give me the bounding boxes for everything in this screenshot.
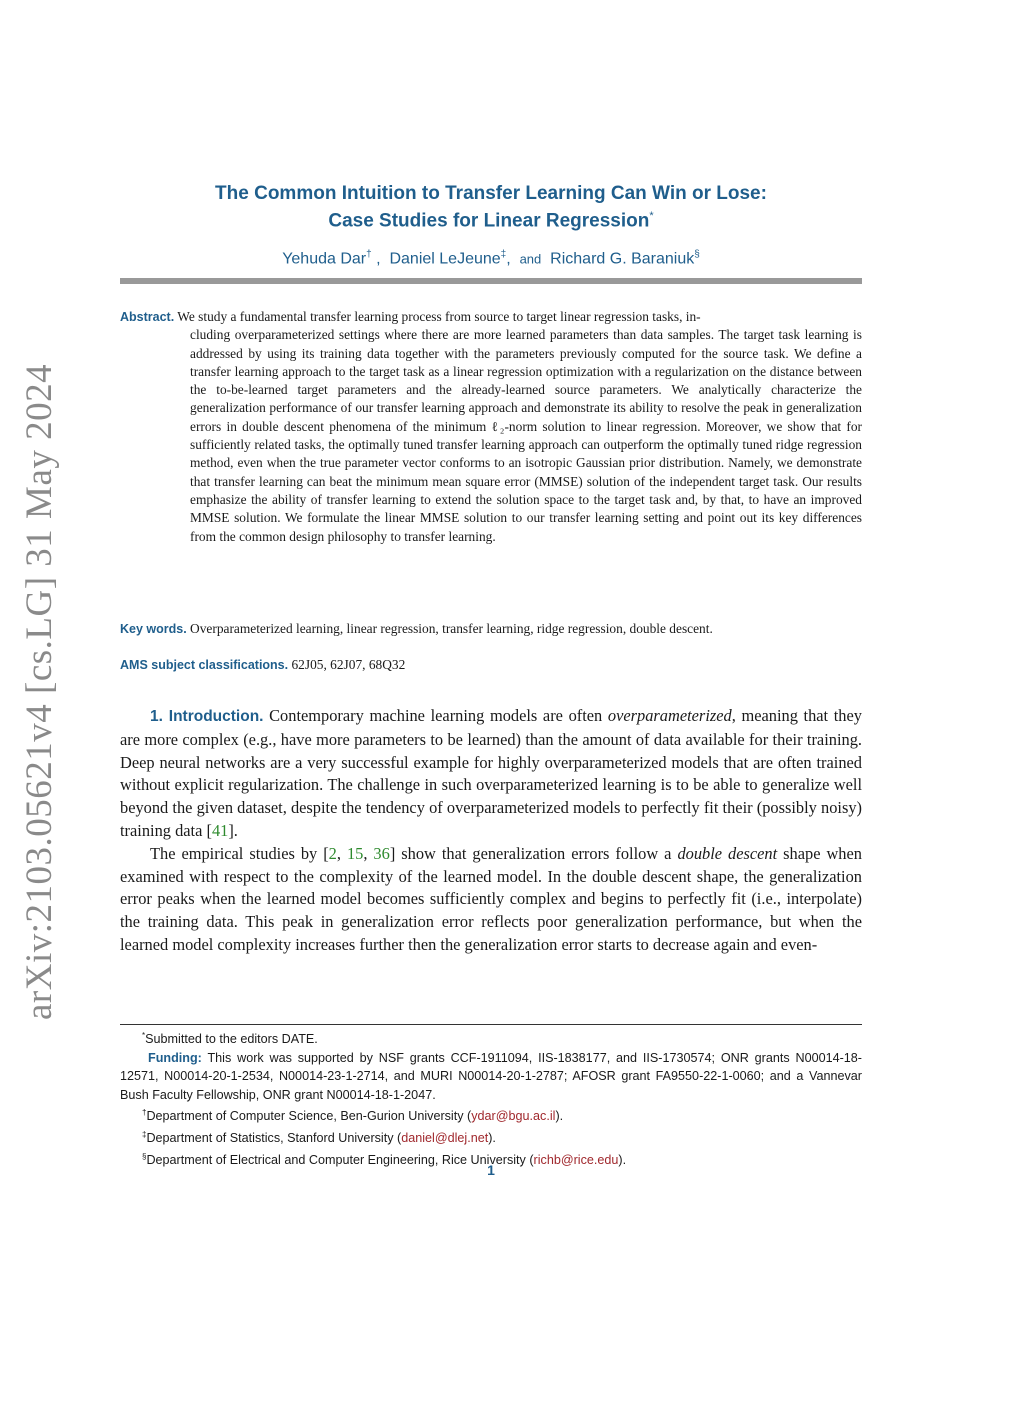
citation-link[interactable]: 41 xyxy=(211,820,229,840)
footnote-text: Submitted to the editors DATE. xyxy=(145,1032,318,1047)
footnote-text-end: ). xyxy=(555,1109,564,1124)
intro-p2-text-c: shape when examined with respect to the complexity of the learned model. In the double descent shape, the generalization error peaks when the learned model becomes sufficiently complex and begins to perfectly fit (i.e., interpolate) the training data. This peak in generalization error reflects poor generalization performance, but when the learned model complexity increases further then the generalization error starts to decrease again and even- xyxy=(120,843,862,954)
footnote-text-end: ). xyxy=(488,1131,496,1146)
title-divider xyxy=(120,278,862,284)
footnote-text: Department of Statistics, Stanford University ( xyxy=(146,1131,402,1146)
citation-separator: , xyxy=(363,843,374,863)
keywords-label: Key words. xyxy=(120,622,187,636)
author-1: Yehuda Dar xyxy=(282,250,367,268)
citation-link[interactable]: 36 xyxy=(373,843,390,863)
intro-p2-emphasis: double descent xyxy=(677,843,778,863)
author-list: Yehuda Dar† , Daniel LeJeune‡, and Richard G. Baraniuk§ xyxy=(282,249,700,268)
author-conjunction: and xyxy=(519,251,542,267)
footnote-mark: † xyxy=(142,1108,147,1118)
author-2-mark: ‡ xyxy=(500,249,507,260)
page-number: 1 xyxy=(487,1162,495,1178)
email-link[interactable]: daniel@dlej.net xyxy=(401,1131,489,1146)
intro-paragraph-2 xyxy=(120,843,862,957)
keywords xyxy=(120,620,862,638)
abstract-label: Abstract. xyxy=(120,310,175,324)
intro-p2-text-a: The empirical studies by [ xyxy=(150,843,329,863)
citation-separator: , xyxy=(336,843,347,863)
footnote-submitted xyxy=(120,1027,862,1049)
footnote-mark: § xyxy=(142,1151,147,1161)
keywords-text: Overparameterized learning, linear regression, transfer learning, ridge regression, double descent. xyxy=(190,621,713,636)
title-footnote-mark: * xyxy=(649,210,654,222)
intro-p2-text-b: ] show that generalization errors follow a xyxy=(389,843,672,863)
title-line-2 xyxy=(120,205,862,232)
introduction-section xyxy=(120,705,862,957)
paper-title xyxy=(120,182,862,232)
intro-p1-emphasis: overparameterized xyxy=(607,706,732,725)
abstract-first-line: We study a fundamental transfer learning process from source to target linear regression tasks, in- xyxy=(177,309,701,324)
author-1-mark: † xyxy=(366,249,372,260)
footnote-affiliation-2 xyxy=(120,1126,862,1148)
ams-text: 62J05, 62J07, 68Q32 xyxy=(291,657,406,672)
footnotes xyxy=(120,1027,862,1169)
intro-p1-text-c: ]. xyxy=(228,820,238,840)
footnote-funding xyxy=(120,1049,862,1105)
arxiv-identifier: arXiv:2103.05621v4 [cs.LG] 31 May 2024 xyxy=(19,363,60,1020)
footnote-text: Department of Electrical and Computer Engineering, Rice University ( xyxy=(146,1152,534,1167)
funding-label: Funding: xyxy=(148,1050,202,1065)
citation-link[interactable]: 15 xyxy=(346,843,364,863)
email-link[interactable]: ydar@bgu.ac.il xyxy=(471,1109,556,1124)
author-3-mark: § xyxy=(694,249,700,260)
email-link[interactable]: richb@rice.edu xyxy=(533,1152,619,1167)
abstract xyxy=(120,308,862,546)
footnote-affiliation-1 xyxy=(120,1104,862,1126)
footnote-mark: * xyxy=(142,1031,146,1040)
title-line-2-text: Case Studies for Linear Regression xyxy=(328,210,650,232)
author-3: Richard G. Baraniuk xyxy=(550,250,695,268)
section-heading: 1. Introduction. xyxy=(150,708,264,725)
author-2: Daniel LeJeune xyxy=(389,250,501,268)
intro-p1-text-a: Contemporary machine learning models are often xyxy=(269,706,603,725)
title-line-1: The Common Intuition to Transfer Learning Can Win or Lose: xyxy=(215,183,767,204)
intro-p1-text-b: , meaning that they are more complex (e.g., have more parameters to be learned) than the amount of data available for their training. Deep neural networks are a very successful example for highly overparameterized models that are often trained without explicit regularization. The challenge in such overparameterized learning is to be able to generalize well beyond the given dataset, despite the tendency of overparameterized models to perfectly fit their (possibly noisy) training data [ xyxy=(120,706,862,840)
funding-text: This work was supported by NSF grants CCF-1911094, IIS-1838177, and IIS-1730574; ONR grants N00014-18-12571, N00014-20-1-2534, N00014-23-1-2714, and MURI N00014-20-1-2787; AFOSR grant FA9550-22-1-0060; and a Vannevar Bush Faculty Fellowship, ONR grant N00014-18-1-2047. xyxy=(120,1050,862,1102)
footnote-text-end: ). xyxy=(618,1152,627,1167)
intro-paragraph-1 xyxy=(120,705,862,843)
ams-classifications xyxy=(120,656,862,674)
abstract-body: cluding overparameterized settings where there are more learned parameters than data samples. The target task learning is addressed by using its training data together with the parameters previously computed for the source task. We define a transfer learning approach to the target task as a linear regression optimization with a regularization on the distance between the to-be-learned target parameters and the already-learned source parameters. We analytically characterize the generalization performance of our transfer learning approach and demonstrate its ability to resolve the peak in generalization errors in double descent phenomena of the minimum ℓ₂-norm solution to linear regression. Moreover, we show that for sufficiently related tasks, the optimally tuned transfer learning approach can outperform the optimally tuned ridge regression method, even when the true parameter vector conforms to an isotropic Gaussian prior distribution. Namely, we demonstrate that transfer learning can beat the minimum mean square error (MMSE) solution of the independent target task. Our results emphasize the ability of transfer learning to extend the solution space to the target task and, by that, to have an improved MMSE solution. We formulate the linear MMSE solution to our transfer learning setting and point out its key differences from the common design philosophy to transfer learning. xyxy=(190,327,862,544)
ams-label: AMS subject classifications. xyxy=(120,658,289,672)
footnote-mark: ‡ xyxy=(142,1129,147,1139)
citation-link[interactable]: 2 xyxy=(328,843,337,863)
footnote-text: Department of Computer Science, Ben-Gurion University ( xyxy=(146,1109,472,1124)
footnote-divider xyxy=(120,1024,862,1025)
